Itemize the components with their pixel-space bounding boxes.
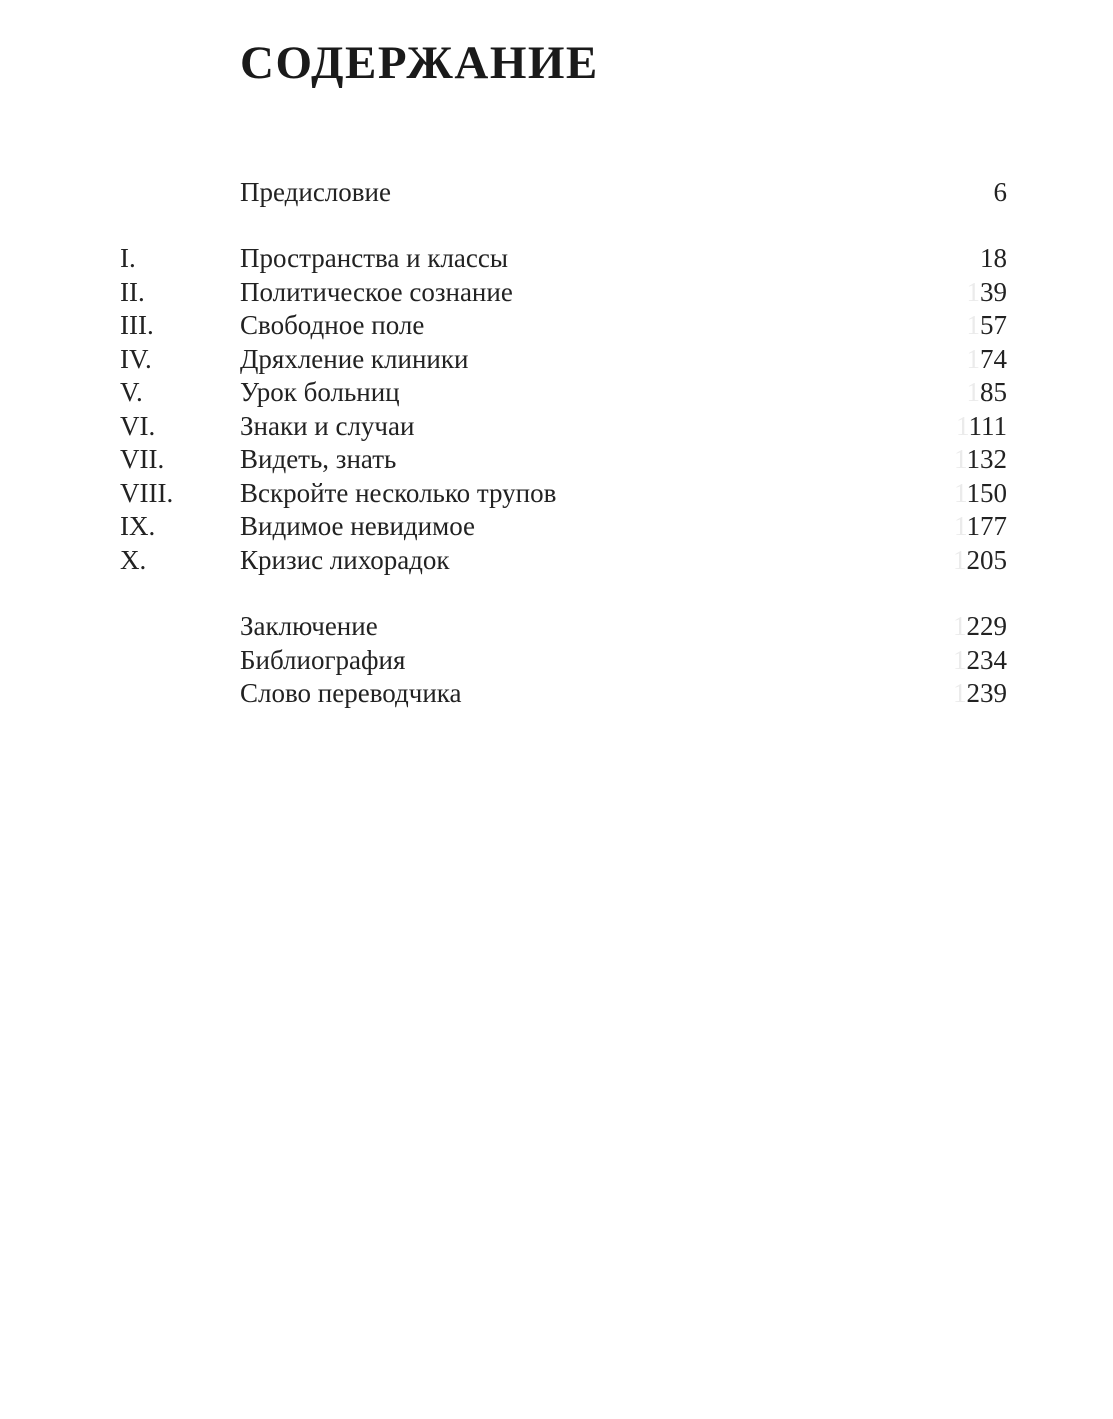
chapter-title: Знаки и случаи <box>240 410 415 441</box>
toc-section <box>120 242 1007 577</box>
chapter-title: Политическое сознание <box>240 276 513 307</box>
toc-row <box>120 610 1007 644</box>
chapter-page-number: 1229 <box>953 611 1007 642</box>
ghost-digit: 1 <box>956 410 969 441</box>
chapter-page-number: 1177 <box>954 511 1007 542</box>
ghost-digit: 1 <box>954 511 967 542</box>
chapter-title: Заключение <box>240 611 378 642</box>
chapter-numeral: V. <box>120 377 143 408</box>
chapter-page-number: 1239 <box>953 678 1007 709</box>
toc-row <box>120 376 1007 410</box>
toc-section <box>120 176 1007 210</box>
chapter-page-number: 1234 <box>953 644 1007 675</box>
chapter-numeral: IX. <box>120 511 156 542</box>
toc-row <box>120 544 1007 578</box>
chapter-numeral: III. <box>120 310 154 341</box>
toc-row <box>120 343 1007 377</box>
ghost-digit: 1 <box>966 377 980 408</box>
chapter-title: Слово переводчика <box>240 678 462 709</box>
chapter-numeral: VII. <box>120 444 165 475</box>
ghost-digit: 1 <box>953 544 967 575</box>
toc-row <box>120 242 1007 276</box>
chapter-title: Видеть, знать <box>240 444 397 475</box>
chapter-numeral: X. <box>120 544 147 575</box>
toc-row <box>120 677 1007 711</box>
ghost-digit: 1 <box>954 477 967 508</box>
toc-row <box>120 276 1007 310</box>
chapter-page-number: 1205 <box>953 544 1007 575</box>
toc-row <box>120 510 1007 544</box>
toc-row <box>120 309 1007 343</box>
chapter-numeral: VIII. <box>120 477 174 508</box>
chapter-title: Кризис лихорадок <box>240 544 450 575</box>
chapter-title: Вскройте несколько трупов <box>240 477 557 508</box>
chapter-title: Предисловие <box>240 176 391 207</box>
ghost-digit: 1 <box>953 611 967 642</box>
chapter-title: Пространства и классы <box>240 243 509 274</box>
chapter-title: Свободное поле <box>240 310 425 341</box>
toc-row <box>120 176 1007 210</box>
ghost-digit: 1 <box>966 310 980 341</box>
toc-row <box>120 644 1007 678</box>
chapter-page-number: 6 <box>993 176 1007 207</box>
chapter-numeral: II. <box>120 276 145 307</box>
chapter-page-number: 1150 <box>954 477 1007 508</box>
chapter-page-number: 139 <box>966 276 1007 307</box>
chapter-title: Урок больниц <box>240 377 400 408</box>
chapter-title: Дряхление клиники <box>240 343 469 374</box>
chapter-page-number: 157 <box>966 310 1007 341</box>
ghost-digit: 1 <box>953 678 967 709</box>
chapter-title: Библиография <box>240 644 406 675</box>
toc-row <box>120 477 1007 511</box>
chapter-numeral: IV. <box>120 343 152 374</box>
toc-row <box>120 443 1007 477</box>
chapter-numeral: VI. <box>120 410 156 441</box>
page-title: СОДЕРЖАНИЕ <box>240 37 599 89</box>
ghost-digit: 1 <box>966 343 980 374</box>
chapter-page-number: 1111 <box>956 410 1007 441</box>
chapter-page-number: 18 <box>980 243 1007 274</box>
toc-section <box>120 610 1007 711</box>
chapter-numeral: I. <box>120 243 136 274</box>
chapter-page-number: 1132 <box>954 444 1007 475</box>
chapter-page-number: 174 <box>966 343 1007 374</box>
toc-list <box>120 176 1007 711</box>
chapter-title: Видимое невидимое <box>240 511 476 542</box>
ghost-digit: 1 <box>966 276 980 307</box>
ghost-digit: 1 <box>953 644 967 675</box>
toc-row <box>120 410 1007 444</box>
chapter-page-number: 185 <box>966 377 1007 408</box>
ghost-digit: 1 <box>954 444 967 475</box>
